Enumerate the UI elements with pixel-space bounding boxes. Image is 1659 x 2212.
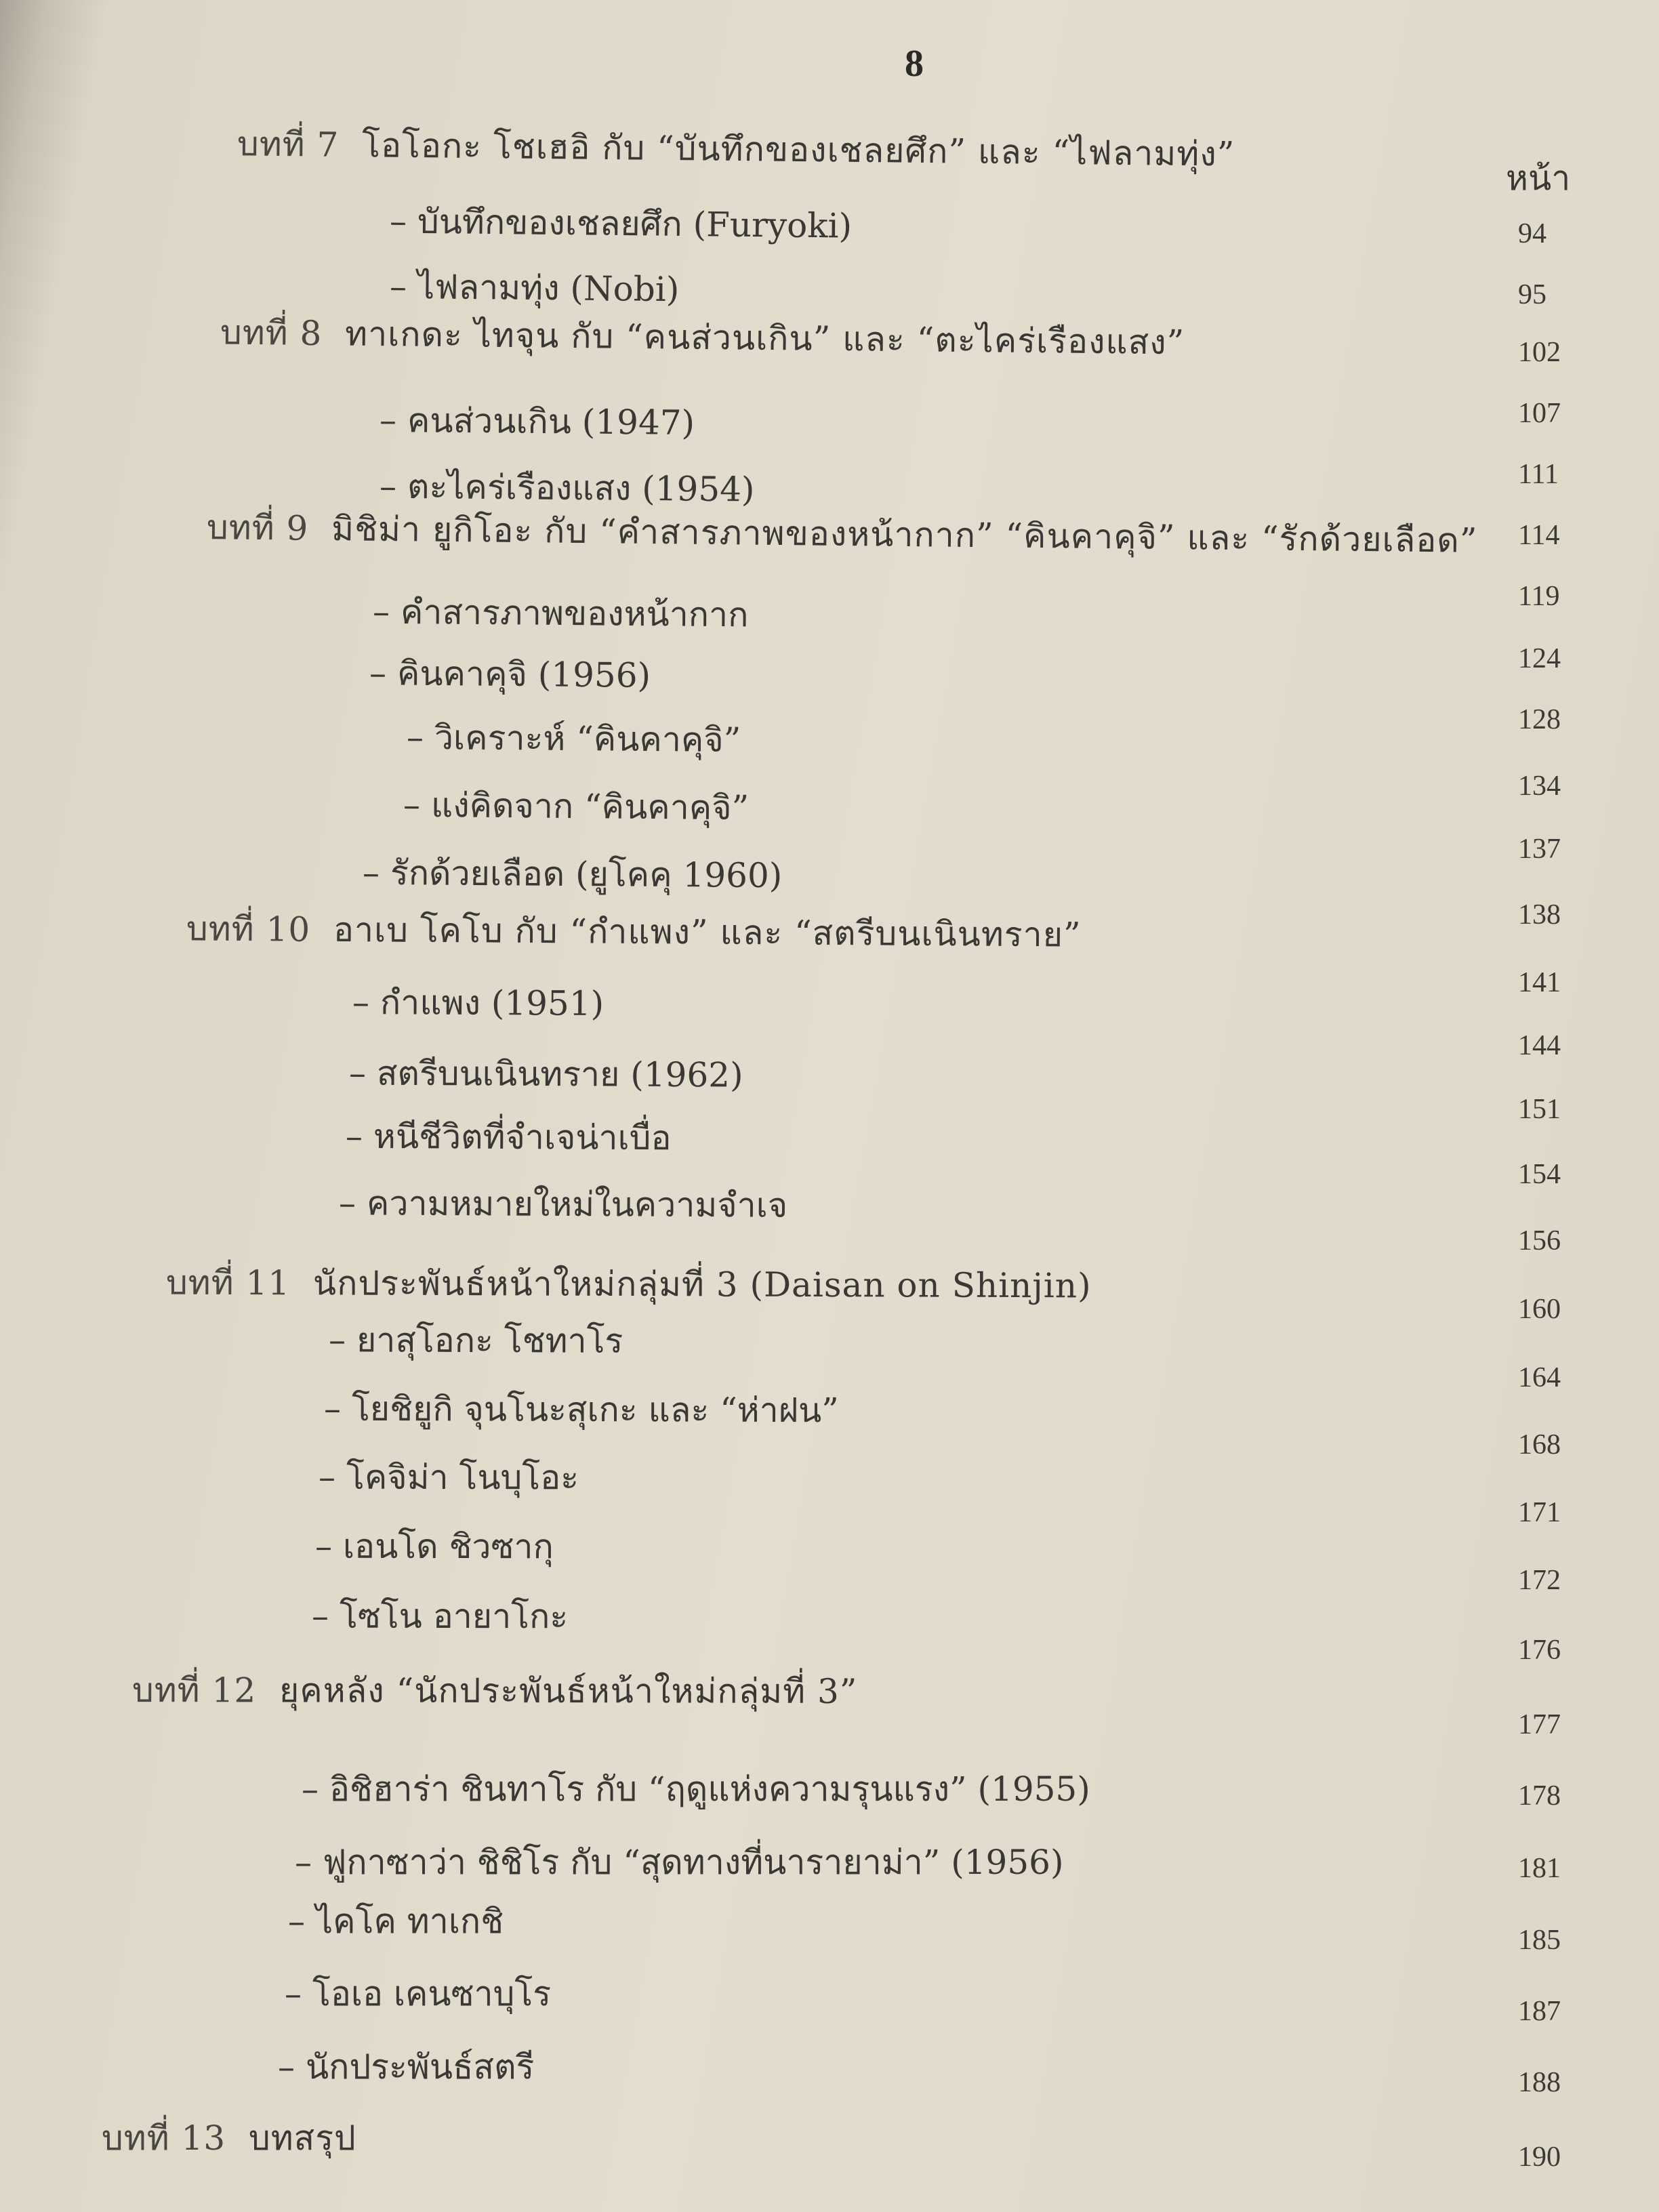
page-ref: 176	[1518, 1635, 1561, 1666]
toc-chapter-8: บทที่ 8 ทาเกดะ ไทจุน กับ “คนส่วนเกิน” และ “ตะไคร่เรืองแสง”	[220, 312, 1185, 363]
page-ref: 138	[1518, 899, 1561, 930]
toc-chapter-12: บทที่ 12 ยุคหลัง “นักประพันธ์หน้าใหม่กลุ่มที่ 3”	[131, 1671, 858, 1711]
page-ref: 154	[1518, 1159, 1561, 1190]
page-ref: 181	[1518, 1853, 1561, 1884]
toc-entry: – ยาสุโอกะ โชทาโร	[328, 1320, 623, 1361]
toc-chapter-10: บทที่ 10 อาเบ โคโบ กับ “กำแพง” และ “สตรีบนเนินทราย”	[186, 909, 1082, 955]
page-ref: 156	[1518, 1225, 1561, 1256]
page-ref: 187	[1518, 1996, 1561, 2027]
toc-entry: – คำสารภาพของหน้ากาก	[372, 592, 749, 635]
page-ref: 177	[1518, 1709, 1561, 1740]
toc-entry: – โซโน อายาโกะ	[311, 1596, 569, 1637]
toc-entry: – หนีชีวิตที่จำเจน่าเบื่อ	[345, 1116, 672, 1158]
toc-entry: – กำแพง (1951)	[352, 983, 605, 1023]
page-ref: 172	[1518, 1565, 1561, 1596]
page-ref: 160	[1518, 1294, 1561, 1325]
toc-entry: – นักประพันธ์สตรี	[278, 2047, 535, 2087]
toc-entry: – รักด้วยเลือด (ยูโคคุ 1960)	[362, 853, 783, 896]
page-ref: 95	[1518, 279, 1547, 310]
page-ref: 128	[1518, 704, 1561, 735]
page-number: 8	[905, 43, 924, 85]
toc-chapter-9: บทที่ 9 มิชิม่า ยูกิโอะ กับ “คำสารภาพของหน้ากาก” “คินคาคุจิ” และ “รักด้วยเลือด”	[206, 508, 1478, 560]
page-ref: 119	[1518, 581, 1560, 612]
column-header-page: หน้า	[1506, 159, 1571, 198]
toc-entry: – โอเอ เคนซาบุโร	[285, 1974, 552, 2013]
toc-chapter-13: บทที่ 13 บทสรุป	[102, 2118, 356, 2158]
page-ref: 168	[1518, 1429, 1561, 1460]
toc-entry: – วิเคราะห์ “คินคาคุจิ”	[406, 717, 741, 760]
toc-entry: – สตรีบนเนินทราย (1962)	[348, 1053, 743, 1095]
page-ref: 107	[1518, 398, 1561, 429]
toc-chapter-11: บทที่ 11 นักประพันธ์หน้าใหม่กลุ่มที่ 3 (Daisan on Shinjin)	[165, 1263, 1092, 1306]
page-ref: 102	[1518, 337, 1561, 368]
page-ref: 141	[1518, 967, 1561, 998]
toc-entry: – ตะไคร่เรืองแสง (1954)	[379, 466, 755, 510]
toc-entry: – คินคาคุจิ (1956)	[369, 653, 651, 695]
toc-entry: – ไฟลามทุ่ง (Nobi)	[389, 266, 680, 310]
page-ref: 178	[1518, 1780, 1561, 1811]
page-ref: 185	[1518, 1925, 1561, 1956]
toc-entry: – ไคโค ทาเกชิ	[288, 1902, 504, 1941]
toc-entry: – คนส่วนเกิน (1947)	[379, 400, 695, 443]
page-ref: 124	[1518, 643, 1561, 674]
page-ref: 164	[1518, 1362, 1561, 1393]
page-ref: 137	[1518, 834, 1561, 865]
toc-entry: – อิชิฮาร่า ชินทาโร กับ “ฤดูแห่งความรุนแรง” (1955)	[302, 1769, 1090, 1809]
toc-chapter-7: บทที่ 7 โอโอกะ โชเฮอิ กับ “บันทึกของเชลยศึก” และ “ไฟลามทุ่ง”	[237, 124, 1235, 174]
page-ref: 114	[1518, 520, 1560, 551]
toc-entry: – ความหมายใหม่ในความจำเจ	[338, 1183, 788, 1225]
page-ref: 134	[1518, 771, 1561, 802]
page-ref: 171	[1518, 1497, 1561, 1528]
page-ref: 188	[1518, 2067, 1561, 2098]
page-ref: 190	[1518, 2142, 1561, 2173]
toc-entry: – แง่คิดจาก “คินคาคุจิ”	[403, 785, 750, 828]
toc-entry: – โยชิยูกิ จุนโนะสุเกะ และ “ห่าฝน”	[323, 1389, 839, 1431]
page-ref: 111	[1518, 459, 1559, 490]
page-ref: 94	[1518, 218, 1547, 249]
toc-entry: – โคจิม่า โนบุโอะ	[318, 1457, 579, 1498]
toc-entry: – ฟูกาซาว่า ชิชิโร กับ “สุดทางที่นารายาม่า” (1956)	[295, 1843, 1064, 1882]
page-ref: 151	[1518, 1094, 1561, 1125]
toc-entry: – เอนโด ชิวซากุ	[314, 1526, 554, 1567]
page-ref: 144	[1518, 1030, 1561, 1061]
toc-entry: – บันทึกของเชลยศึก (Furyoki)	[389, 201, 853, 246]
